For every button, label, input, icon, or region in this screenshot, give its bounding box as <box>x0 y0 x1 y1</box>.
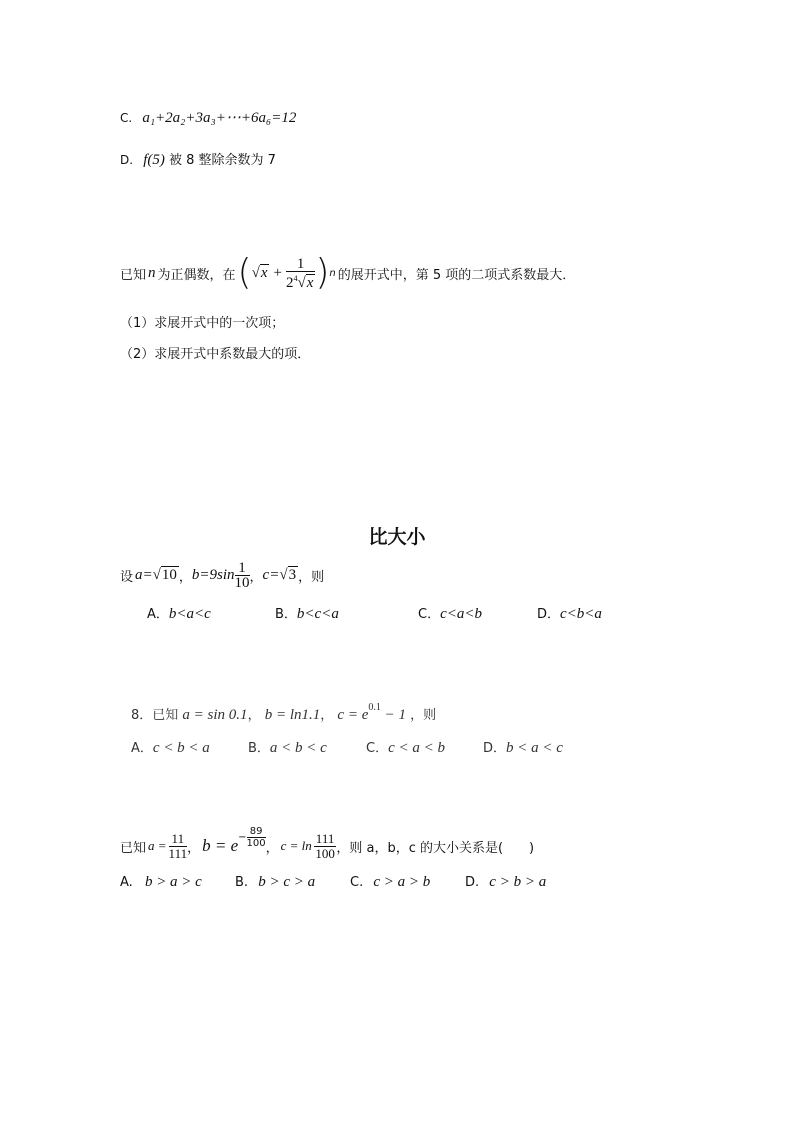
b-exponent: − $\frac{89}{100}$ <box>238 825 266 849</box>
a-definition: a = <box>148 838 167 853</box>
cmp3-option-b[interactable]: B. b > c > a <box>235 874 316 890</box>
stem-suffix: 的展开式中，第 5 项的二项式系数最大． <box>337 267 576 283</box>
fraction-one-over-2-fourth-root-x: $\frac{1}{2^4√x}$ <box>285 255 314 291</box>
a-definition: a = sin 0.1 <box>182 707 248 723</box>
c-definition: c= <box>262 566 280 583</box>
sqrt-x: √x <box>251 264 268 281</box>
binomial-part-1: （1）求展开式中的一次项； <box>120 316 285 331</box>
exponent-n: n <box>329 267 336 279</box>
binomial-question-stem <box>120 250 575 296</box>
sqrt-10: √10 <box>152 566 177 583</box>
section-title: 比大小 <box>368 526 426 548</box>
stem-prefix: 已知 <box>120 840 147 856</box>
cmp3-option-a[interactable]: A. b > a > c <box>120 874 202 890</box>
option-d-label: D. <box>120 153 134 167</box>
b-definition: b = e <box>202 836 239 855</box>
option-c[interactable] <box>120 108 296 127</box>
cmp1-option-b[interactable]: B．b<c<a <box>275 606 339 622</box>
fraction-111-over-100: $\frac{111}{100}$ <box>315 830 335 861</box>
cmp2-option-d[interactable]: D．b < a < c <box>483 740 563 756</box>
option-c-expression: a₁+2a₂+3a₃+⋯+6a₆=12 <box>142 110 297 126</box>
b-definition: b = ln1.1 <box>264 707 321 723</box>
sqrt-3: √3 <box>279 566 297 583</box>
cmp1-option-c[interactable]: C．c<a<b <box>418 606 482 622</box>
stem-prefix: 8．已知 <box>131 708 179 723</box>
a-definition: a= <box>135 566 153 583</box>
compare-question-2-stem: 8．已知 a = sin 0.1， b = ln1.1， $c = e^{0.1} - 1$ ，则 <box>131 702 437 723</box>
cmp1-option-a[interactable]: A．b<a<c <box>147 606 211 622</box>
compare-question-3-stem: 已知 a = $\frac{11}{111}$ ， b = e − $\frac{89}{100}$ ， c = ln $\frac{111}{100}$ ，则 a，b，c 的大小关系是( ) <box>120 825 535 861</box>
stem-prefix: 已知 <box>120 267 147 283</box>
fraction-1-over-10: $\frac{1}{10}$ <box>234 559 250 591</box>
option-c-label: C. <box>120 111 133 125</box>
b-definition: b=9sin <box>191 566 235 583</box>
stem-middle: 为正偶数，在 <box>157 267 236 283</box>
left-paren: ( <box>237 252 252 293</box>
stem-suffix: ，则 <box>298 569 325 585</box>
c-definition: c = ln <box>280 838 312 853</box>
cmp2-option-a[interactable]: A．c < b < a <box>131 740 210 756</box>
binomial-part-2: （2）求展开式中系数最大的项． <box>120 347 311 362</box>
var-n: n <box>148 264 156 281</box>
cmp2-option-c[interactable]: C．c < a < b <box>366 740 445 756</box>
cmp2-option-b[interactable]: B．a < b < c <box>248 740 327 756</box>
binomial-expression <box>237 252 336 293</box>
stem-suffix: ，则 a，b，c 的大小关系是( ) <box>336 840 535 856</box>
c-definition: $c = e^{0.1} - 1$ <box>337 702 406 723</box>
cmp3-option-c[interactable]: C. c > a > b <box>350 874 431 890</box>
cmp3-option-d[interactable]: D. c > b > a <box>465 874 547 890</box>
stem-prefix: 设 <box>120 569 134 585</box>
cmp1-option-d[interactable]: D．c<b<a <box>537 606 602 622</box>
fraction-11-over-111: $\frac{11}{111}$ <box>168 830 188 861</box>
compare-question-1-stem: 设 a= √10 ， b=9sin $\frac{1}{10}$ ， c= √3 ，则 <box>120 559 325 591</box>
option-d-expression: f(5) <box>143 152 165 168</box>
option-d-text: 被 8 整除余数为 7 <box>169 153 276 168</box>
stem-suffix: ，则 <box>410 708 437 723</box>
plus-sign: + <box>273 264 282 281</box>
right-paren: ) <box>315 252 330 293</box>
option-d[interactable] <box>120 149 276 169</box>
